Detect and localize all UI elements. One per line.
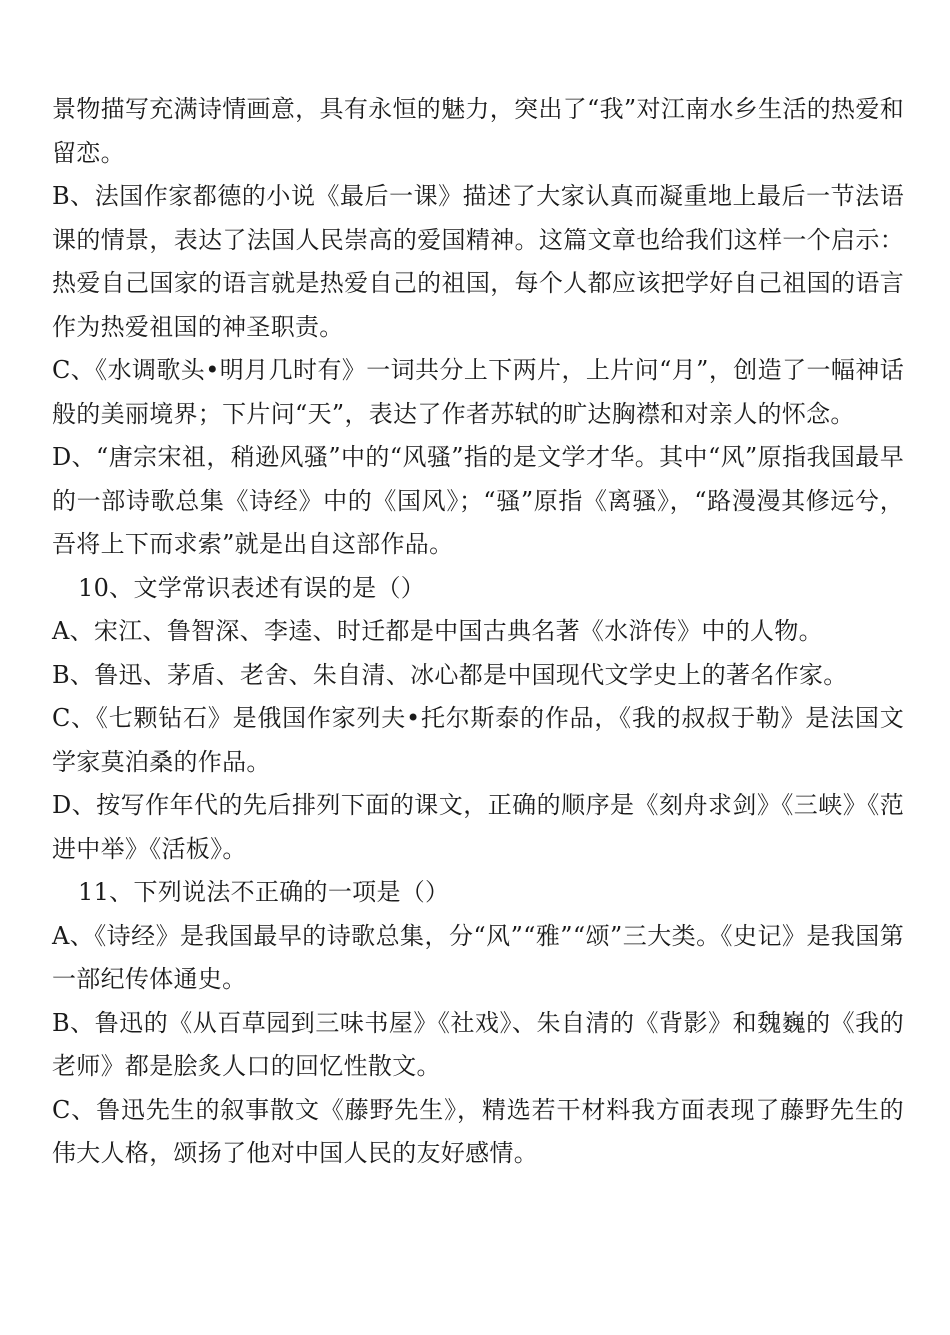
option-b-last-lesson: B、法国作家都德的小说《最后一课》描述了大家认真而凝重地上最后一节法语课的情景，表达了法国人民崇高的爱国精神。这篇文章也给我们这样一个启示：热爱自己国家的语言就是热爱自己的祖国，每个人都应该把学好自己祖国的语言作为热爱祖国的神圣职责。 (52, 182, 904, 341)
q10-option-b: B、鲁迅、茅盾、老舍、朱自清、冰心都是中国现代文学史上的著名作家。 (52, 660, 848, 689)
q11-option-b: B、鲁迅的《从百草园到三味书屋》《社戏》、朱自清的《背影》和魏巍的《我的老师》都是脍炙人口的回忆性散文。 (52, 1008, 904, 1080)
option-d-fengsao: D、“唐宗宋祖，稍逊风骚”中的“风骚”指的是文学才华。其中“风”原指我国最早的一部诗歌总集《诗经》中的《国风》；“骚”原指《离骚》，“路漫漫其修远兮，吾将上下而求索”就是出自这部作品。 (52, 443, 904, 558)
option-c-shuidiao-getou: C、《水调歌头•明月几时有》一词共分上下两片，上片问“月”，创造了一幅神话般的美丽境界；下片问“天”，表达了作者苏轼的旷达胸襟和对亲人的怀念。 (52, 356, 904, 428)
document-body (52, 88, 904, 1176)
question-10: 10、文学常识表述有误的是（） (78, 573, 426, 602)
paragraph-continuation: 景物描写充满诗情画意，具有永恒的魅力，突出了“我”对江南水乡生活的热爱和留恋。 (52, 95, 904, 167)
q11-option-c: C、鲁迅先生的叙事散文《藤野先生》，精选若干材料我方面表现了藤野先生的伟大人格，颂扬了他对中国人民的友好感情。 (52, 1095, 904, 1167)
q11-option-a: A、《诗经》是我国最早的诗歌总集，分“风”“雅”“颂”三大类。《史记》是我国第一部纪传体通史。 (52, 921, 904, 993)
question-11: 11、下列说法不正确的一项是（） (78, 878, 450, 906)
q10-option-d: D、按写作年代的先后排列下面的课文，正确的顺序是《刻舟求剑》《三峡》《范进中举》《活板》。 (52, 791, 904, 863)
q10-option-a: A、宋江、鲁智深、李逵、时迁都是中国古典名著《水浒传》中的人物。 (52, 617, 823, 645)
q10-option-c: C、《七颗钻石》是俄国作家列夫•托尔斯泰的作品，《我的叔叔于勒》是法国文学家莫泊桑的作品。 (52, 704, 904, 776)
